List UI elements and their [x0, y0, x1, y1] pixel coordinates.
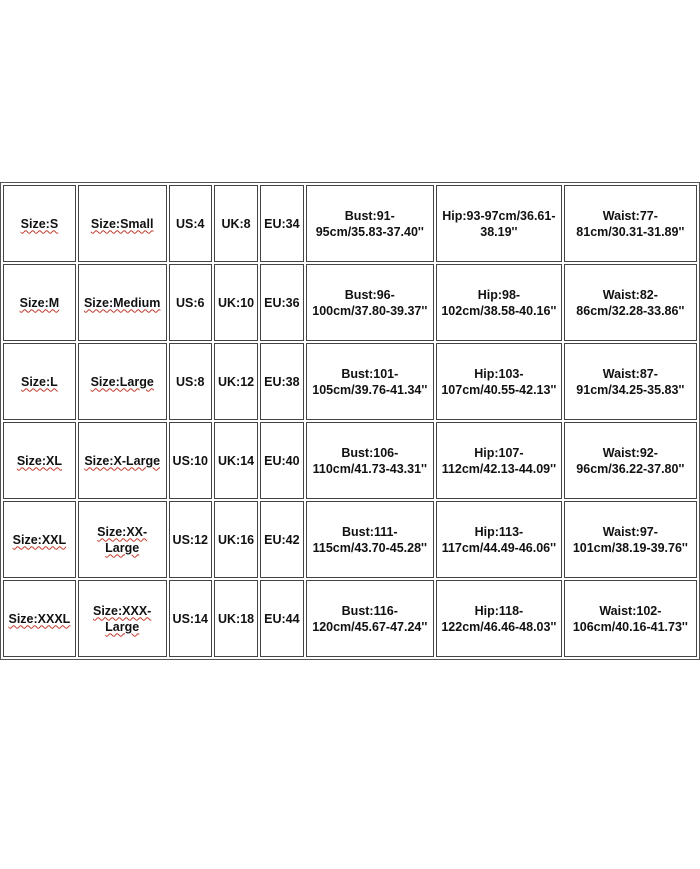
- bust-cell: Bust:116-120cm/45.67-47.24'': [306, 580, 435, 657]
- eu-size-cell: EU:42: [260, 501, 303, 578]
- us-size-cell: US:12: [169, 501, 212, 578]
- hip-cell: Hip:107-112cm/42.13-44.09'': [436, 422, 562, 499]
- hip-cell: Hip:118-122cm/46.46-48.03'': [436, 580, 562, 657]
- hip-cell: Hip:98-102cm/38.58-40.16'': [436, 264, 562, 341]
- waist-cell: Waist:102-106cm/40.16-41.73'': [564, 580, 697, 657]
- hip-cell: Hip:103-107cm/40.55-42.13'': [436, 343, 562, 420]
- size-name: Size:XXX-Large: [93, 603, 152, 634]
- table-row: [3, 422, 697, 499]
- size-name-cell: [78, 343, 167, 420]
- eu-size-cell: EU:38: [260, 343, 303, 420]
- size-code-cell: [3, 264, 76, 341]
- size-code: Size:L: [21, 374, 58, 389]
- table-row: [3, 264, 697, 341]
- size-name-cell: [78, 422, 167, 499]
- bust-cell: Bust:96-100cm/37.80-39.37'': [306, 264, 435, 341]
- uk-size-cell: UK:8: [214, 185, 258, 262]
- size-name-cell: [78, 580, 167, 657]
- eu-size-cell: EU:44: [260, 580, 303, 657]
- bust-cell: Bust:101-105cm/39.76-41.34'': [306, 343, 435, 420]
- waist-cell: Waist:87-91cm/34.25-35.83'': [564, 343, 697, 420]
- size-code-cell: [3, 343, 76, 420]
- hip-cell: Hip:93-97cm/36.61-38.19'': [436, 185, 562, 262]
- uk-size-cell: UK:14: [214, 422, 258, 499]
- hip-cell: Hip:113-117cm/44.49-46.06'': [436, 501, 562, 578]
- bust-cell: Bust:91-95cm/35.83-37.40'': [306, 185, 435, 262]
- uk-size-cell: UK:18: [214, 580, 258, 657]
- waist-cell: Waist:77-81cm/30.31-31.89'': [564, 185, 697, 262]
- size-name: Size:Large: [90, 374, 154, 389]
- size-code: Size:XXL: [12, 532, 67, 547]
- us-size-cell: US:8: [169, 343, 212, 420]
- table-row: [3, 501, 697, 578]
- waist-cell: Waist:97-101cm/38.19-39.76'': [564, 501, 697, 578]
- size-name-cell: [78, 501, 167, 578]
- eu-size-cell: EU:36: [260, 264, 303, 341]
- size-name: Size:Small: [90, 216, 154, 231]
- size-code: Size:M: [19, 295, 60, 310]
- table-row: [3, 185, 697, 262]
- size-code: Size:S: [20, 216, 59, 231]
- waist-cell: Waist:92-96cm/36.22-37.80'': [564, 422, 697, 499]
- size-chart-table: [0, 182, 700, 660]
- us-size-cell: US:14: [169, 580, 212, 657]
- bust-cell: Bust:111-115cm/43.70-45.28'': [306, 501, 435, 578]
- size-code: Size:XXXL: [8, 611, 71, 626]
- size-code-cell: [3, 580, 76, 657]
- eu-size-cell: EU:34: [260, 185, 303, 262]
- uk-size-cell: UK:16: [214, 501, 258, 578]
- table-row: [3, 343, 697, 420]
- size-name-cell: [78, 185, 167, 262]
- size-name: Size:Medium: [83, 295, 161, 310]
- uk-size-cell: UK:10: [214, 264, 258, 341]
- size-name: Size:XX-Large: [97, 524, 148, 555]
- waist-cell: Waist:82-86cm/32.28-33.86'': [564, 264, 697, 341]
- size-code-cell: [3, 185, 76, 262]
- us-size-cell: US:4: [169, 185, 212, 262]
- size-code-cell: [3, 422, 76, 499]
- uk-size-cell: UK:12: [214, 343, 258, 420]
- bust-cell: Bust:106-110cm/41.73-43.31'': [306, 422, 435, 499]
- table-row: [3, 580, 697, 657]
- us-size-cell: US:10: [169, 422, 212, 499]
- size-name: Size:X-Large: [84, 453, 161, 468]
- size-code: Size:XL: [16, 453, 62, 468]
- size-name-cell: [78, 264, 167, 341]
- us-size-cell: US:6: [169, 264, 212, 341]
- eu-size-cell: EU:40: [260, 422, 303, 499]
- size-code-cell: [3, 501, 76, 578]
